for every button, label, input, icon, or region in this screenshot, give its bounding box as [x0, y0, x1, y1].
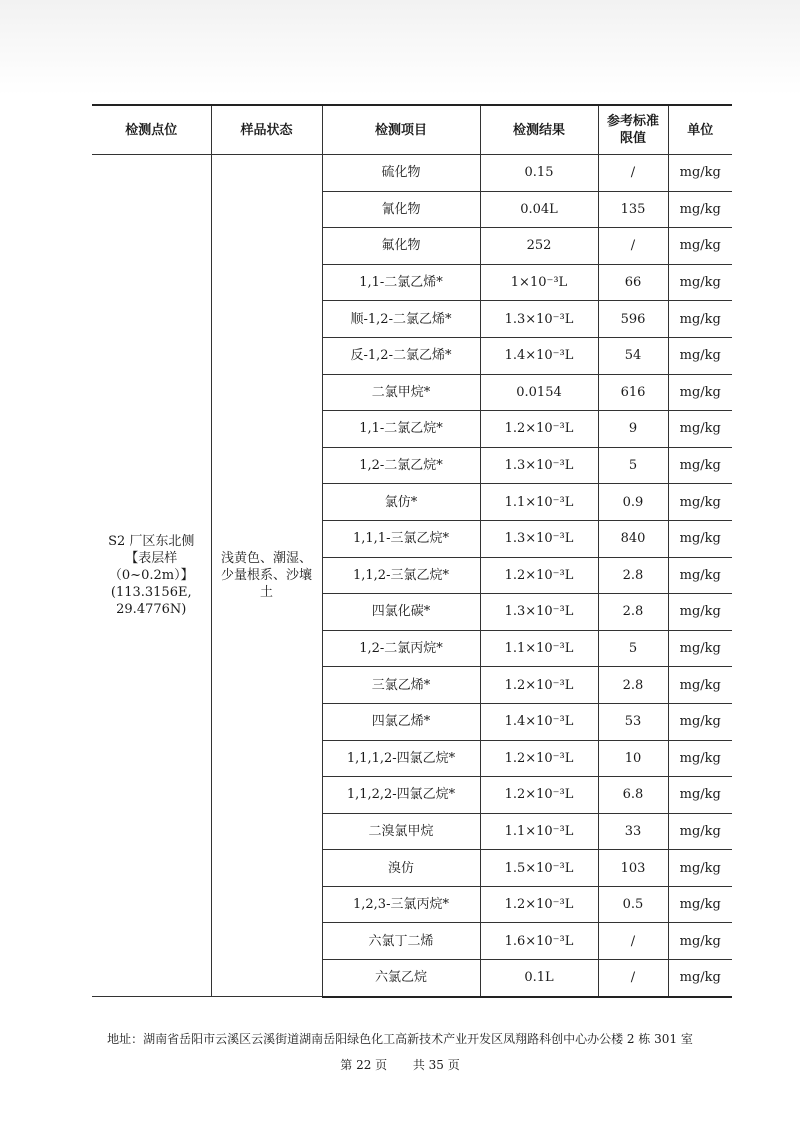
cell-limit: 10	[598, 740, 668, 777]
cell-limit: 596	[598, 301, 668, 338]
header-unit: 单位	[668, 105, 732, 155]
cell-limit: 616	[598, 374, 668, 411]
cell-item: 六氯乙烷	[322, 960, 480, 997]
location-cell	[92, 155, 211, 997]
cell-result: 1.2×10⁻³L	[480, 740, 598, 777]
cell-unit: mg/kg	[668, 850, 732, 887]
cell-limit: 5	[598, 630, 668, 667]
cell-limit: /	[598, 960, 668, 997]
cell-item: 三氯乙烯*	[322, 667, 480, 704]
cell-unit: mg/kg	[668, 520, 732, 557]
cell-result: 1.3×10⁻³L	[480, 594, 598, 631]
cell-unit: mg/kg	[668, 594, 732, 631]
cell-item: 1,2-二氯丙烷*	[322, 630, 480, 667]
cell-result: 1.2×10⁻³L	[480, 886, 598, 923]
cell-item: 二氯甲烷*	[322, 374, 480, 411]
cell-result: 1.5×10⁻³L	[480, 850, 598, 887]
cell-item: 1,2,3-三氯丙烷*	[322, 886, 480, 923]
cell-result: 1.4×10⁻³L	[480, 337, 598, 374]
cell-unit: mg/kg	[668, 960, 732, 997]
cell-item: 氯仿*	[322, 484, 480, 521]
cell-result: 1.3×10⁻³L	[480, 301, 598, 338]
page-total: 共 35 页	[412, 1058, 460, 1072]
cell-unit: mg/kg	[668, 703, 732, 740]
cell-item: 反-1,2-二氯乙烯*	[322, 337, 480, 374]
cell-limit: 0.9	[598, 484, 668, 521]
cell-limit: 54	[598, 337, 668, 374]
page-current: 第 22 页	[340, 1058, 388, 1072]
cell-limit: 0.5	[598, 886, 668, 923]
location-line: (113.3156E,	[110, 585, 192, 601]
cell-item: 氟化物	[322, 228, 480, 265]
cell-item: 1,1,2-三氯乙烷*	[322, 557, 480, 594]
cell-item: 1,1,2,2-四氯乙烷*	[322, 777, 480, 814]
cell-result: 1.2×10⁻³L	[480, 411, 598, 448]
cell-item: 硫化物	[322, 155, 480, 192]
table-body	[92, 155, 732, 997]
cell-limit: 2.8	[598, 557, 668, 594]
cell-result: 1.2×10⁻³L	[480, 777, 598, 814]
cell-item: 二溴氯甲烷	[322, 813, 480, 850]
cell-unit: mg/kg	[668, 264, 732, 301]
cell-limit: 9	[598, 411, 668, 448]
cell-limit: 53	[598, 703, 668, 740]
cell-item: 六氯丁二烯	[322, 923, 480, 960]
cell-item: 1,2-二氯乙烷*	[322, 447, 480, 484]
cell-limit: /	[598, 155, 668, 192]
cell-item: 溴仿	[322, 850, 480, 887]
cell-limit: 5	[598, 447, 668, 484]
cell-unit: mg/kg	[668, 740, 732, 777]
cell-item: 四氯化碳*	[322, 594, 480, 631]
cell-result: 0.04L	[480, 191, 598, 228]
cell-result: 1.6×10⁻³L	[480, 923, 598, 960]
cell-result: 0.0154	[480, 374, 598, 411]
cell-item: 1,1-二氯乙烷*	[322, 411, 480, 448]
cell-unit: mg/kg	[668, 923, 732, 960]
cell-item: 氰化物	[322, 191, 480, 228]
cell-result: 0.15	[480, 155, 598, 192]
cell-result: 1×10⁻³L	[480, 264, 598, 301]
cell-limit: 2.8	[598, 667, 668, 704]
location-line: 29.4776N)	[116, 602, 187, 618]
cell-item: 1,1,1,2-四氯乙烷*	[322, 740, 480, 777]
cell-limit: 33	[598, 813, 668, 850]
cell-unit: mg/kg	[668, 447, 732, 484]
cell-unit: mg/kg	[668, 374, 732, 411]
table-header-row	[92, 105, 732, 155]
cell-unit: mg/kg	[668, 191, 732, 228]
header-item: 检测项目	[322, 105, 480, 155]
cell-result: 1.4×10⁻³L	[480, 703, 598, 740]
cell-result: 1.3×10⁻³L	[480, 520, 598, 557]
cell-result: 1.2×10⁻³L	[480, 557, 598, 594]
cell-unit: mg/kg	[668, 411, 732, 448]
header-result: 检测结果	[480, 105, 598, 155]
cell-result: 252	[480, 228, 598, 265]
scan-shading	[0, 0, 800, 95]
cell-limit: /	[598, 228, 668, 265]
cell-unit: mg/kg	[668, 813, 732, 850]
cell-unit: mg/kg	[668, 301, 732, 338]
cell-limit: 66	[598, 264, 668, 301]
cell-unit: mg/kg	[668, 557, 732, 594]
cell-limit: 135	[598, 191, 668, 228]
cell-limit: 840	[598, 520, 668, 557]
cell-unit: mg/kg	[668, 155, 732, 192]
header-sample-state: 样品状态	[211, 105, 322, 155]
table-row	[92, 155, 732, 192]
location-line: （0~0.2m）】	[108, 568, 194, 584]
cell-unit: mg/kg	[668, 777, 732, 814]
cell-unit: mg/kg	[668, 630, 732, 667]
cell-result: 1.3×10⁻³L	[480, 447, 598, 484]
page-number	[0, 1056, 800, 1073]
header-location: 检测点位	[92, 105, 211, 155]
cell-result: 0.1L	[480, 960, 598, 997]
cell-unit: mg/kg	[668, 228, 732, 265]
cell-limit: 6.8	[598, 777, 668, 814]
header-limit: 参考标准 限值	[598, 105, 668, 155]
location-line: 【表层样	[125, 551, 178, 567]
cell-result: 1.2×10⁻³L	[480, 667, 598, 704]
cell-item: 四氯乙烯*	[322, 703, 480, 740]
cell-item: 1,1,1-三氯乙烷*	[322, 520, 480, 557]
footer-address: 地址：湖南省岳阳市云溪区云溪街道湖南岳阳绿色化工高新技术产业开发区凤翔路科创中心办公楼 2 栋 301 室	[107, 1032, 693, 1046]
cell-unit: mg/kg	[668, 484, 732, 521]
cell-result: 1.1×10⁻³L	[480, 484, 598, 521]
cell-limit: /	[598, 923, 668, 960]
sample-state-cell: 浅黄色、潮湿、少量根系、沙壤土	[211, 155, 322, 997]
cell-limit: 103	[598, 850, 668, 887]
cell-result: 1.1×10⁻³L	[480, 813, 598, 850]
location-line: S2 厂区东北侧	[108, 534, 195, 550]
cell-item: 顺-1,2-二氯乙烯*	[322, 301, 480, 338]
cell-unit: mg/kg	[668, 337, 732, 374]
cell-item: 1,1-二氯乙烯*	[322, 264, 480, 301]
cell-unit: mg/kg	[668, 667, 732, 704]
cell-result: 1.1×10⁻³L	[480, 630, 598, 667]
cell-limit: 2.8	[598, 594, 668, 631]
results-table	[92, 104, 732, 998]
cell-unit: mg/kg	[668, 886, 732, 923]
